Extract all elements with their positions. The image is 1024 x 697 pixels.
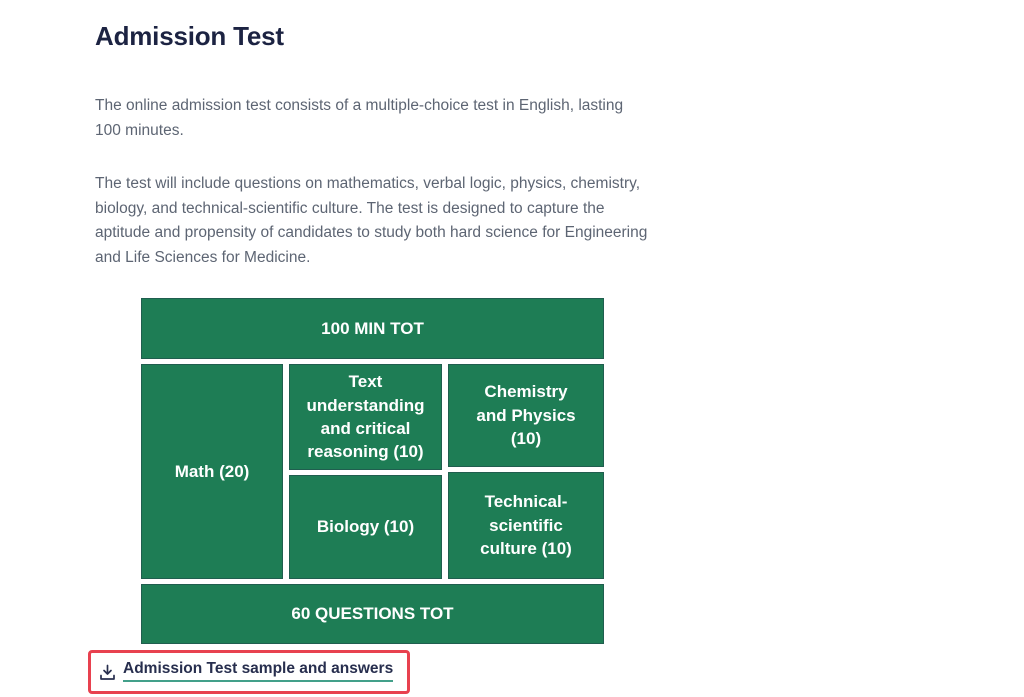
diagram-total-minutes-bar: 100 MIN TOT <box>141 298 604 359</box>
diagram-middle-column <box>289 364 442 579</box>
diagram-cell-chemistry-physics: Chemistry and Physics (10) <box>448 364 604 467</box>
download-link-label: Admission Test sample and answers <box>123 660 393 682</box>
admission-test-sample-link[interactable] <box>99 660 393 682</box>
download-icon <box>99 664 116 681</box>
diagram-cell-biology: Biology (10) <box>289 475 442 579</box>
red-highlight-box <box>88 650 410 694</box>
description-paragraph: The test will include questions on mathematics, verbal logic, physics, chemistry, biology, and technical-scientific culture. The test is designed to capture the aptitude and propensity of candidates to study both hard science for Engineering and Life Sciences for Medicine. <box>95 175 648 266</box>
page-title: Admission Test <box>95 21 284 51</box>
test-structure-diagram <box>141 298 604 644</box>
download-link-row <box>88 650 410 694</box>
diagram-right-column <box>448 364 604 579</box>
diagram-middle-row <box>141 364 604 579</box>
diagram-cell-technical-scientific: Technical-scientific culture (10) <box>448 472 604 579</box>
diagram-total-questions-bar: 60 QUESTIONS TOT <box>141 584 604 644</box>
main-content <box>95 0 655 644</box>
intro-paragraph: The online admission test consists of a multiple-choice test in English, lasting 100 minutes. <box>95 97 624 139</box>
diagram-cell-math: Math (20) <box>141 364 283 579</box>
diagram-math-column <box>141 364 283 579</box>
diagram-cell-text-understanding: Text understanding and critical reasoning (10) <box>289 364 442 470</box>
